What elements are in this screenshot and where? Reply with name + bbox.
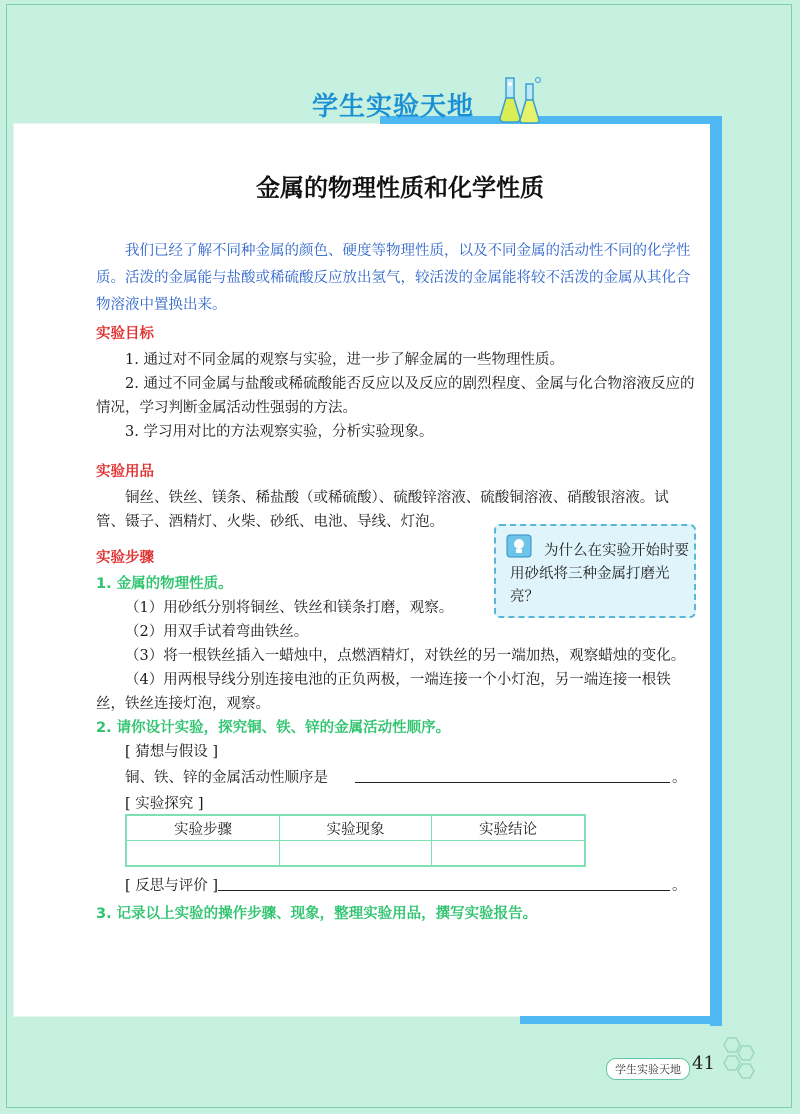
goals-heading: 实验目标 [96,326,154,342]
note-callout [494,524,696,618]
experiment-table [125,814,586,867]
reflection-period: 。 [672,878,687,894]
document-title: 金属的物理性质和化学性质 [256,173,544,202]
table-header-conclusion: 实验结论 [432,815,585,841]
explore-label: [ 实验探究 ] [125,796,204,812]
accent-bar-right [710,116,722,1026]
banner-title: 学生实验天地 [312,92,475,122]
hypothesis-text: 铜、铁、锌的金属活动性顺序是 [125,770,328,786]
table-row [126,841,585,867]
hypothesis-period: 。 [672,770,687,786]
table-cell-conclusion[interactable] [432,841,585,867]
part1-step-1: （1）用砂纸分别将铜丝、铁丝和镁条打磨，观察。 [125,600,454,616]
part2-heading: 2. 请你设计实验，探究铜、铁、锌的金属活动性顺序。 [96,720,451,736]
goal-item-1: 1. 通过对不同金属的观察与实验，进一步了解金属的一些物理性质。 [125,352,564,368]
reflection-blank-line[interactable] [218,890,670,891]
accent-bar-bottom [520,1016,722,1024]
materials-text: 铜丝、铁丝、镁条、稀盐酸（或稀硫酸）、硫酸锌溶液、硫酸铜溶液、硝酸银溶液。试管、镊子、酒精灯、火柴、砂纸、电池、导线、灯泡。 [96,490,669,530]
part1-heading: 1. 金属的物理性质。 [96,576,233,592]
part1-step-4: （4）用两根导线分别连接电池的正负两极，一端连接一个小灯泡，另一端连接一根铁丝，铁丝连接灯泡，观察。 [96,672,671,712]
goal-item-2: 2. 通过不同金属与盐酸或稀硫酸能否反应以及反应的剧烈程度、金属与化合物溶液反应的情况，学习判断金属活动性强弱的方法。 [96,376,695,416]
note-text: 为什么在实验开始时要用砂纸将三种金属打磨光亮？ [510,543,689,605]
part1-step-2: （2）用双手试着弯曲铁丝。 [125,624,309,640]
table-cell-phenomena[interactable] [279,841,431,867]
table-header-phenomena: 实验现象 [279,815,431,841]
table-cell-steps[interactable] [126,841,279,867]
hypothesis-label: [ 猜想与假设 ] [125,744,219,760]
hexagon-decoration-icon [718,1036,758,1084]
reflection-label: [ 反思与评价 ] [125,878,219,894]
hypothesis-blank-line[interactable] [355,782,670,783]
materials-heading: 实验用品 [96,464,154,480]
flask-icon [498,74,546,126]
steps-heading: 实验步骤 [96,550,154,566]
intro-paragraph: 我们已经了解不同种金属的颜色、硬度等物理性质，以及不同金属的活动性不同的化学性质。活泼的金属能与盐酸或稀硫酸反应放出氢气，较活泼的金属能将较不活泼的金属从其化合物溶液中置换出来。 [96,243,691,313]
table-header-steps: 实验步骤 [126,815,279,841]
footer-section-label: 学生实验天地 [606,1058,690,1080]
page-number: 41 [692,1053,715,1074]
table-header-row [126,815,585,841]
part1-step-3: （3）将一根铁丝插入一蜡烛中，点燃酒精灯，对铁丝的另一端加热，观察蜡烛的变化。 [125,648,686,664]
part3-heading: 3. 记录以上实验的操作步骤、现象，整理实验用品，撰写实验报告。 [96,906,538,922]
goal-item-3: 3. 学习用对比的方法观察实验，分析实验现象。 [125,424,434,440]
